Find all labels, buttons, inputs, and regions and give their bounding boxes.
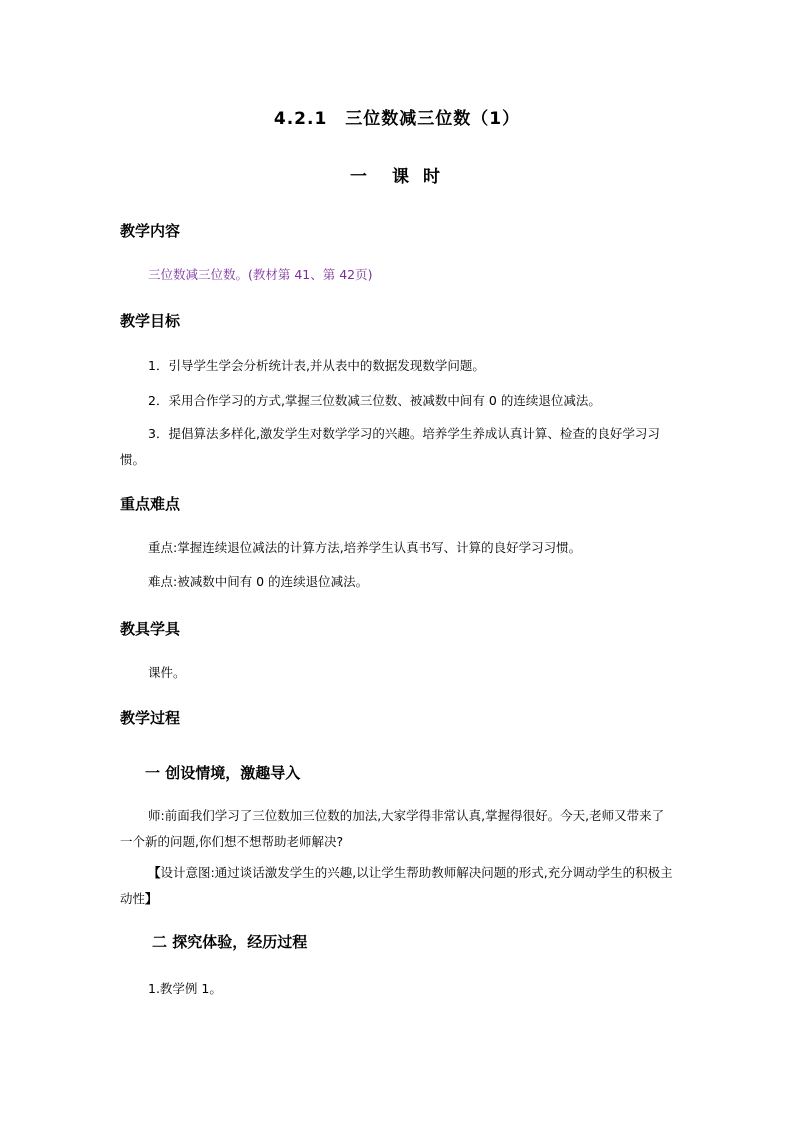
teaching-tools-text: 课件。	[148, 665, 186, 680]
process-part2-item-1: 1.教学例 1。	[148, 981, 222, 996]
goal-item-1: 1．引导学生学会分析统计表,并从表中的数据发现数学问题。	[148, 358, 485, 373]
design-intent-note	[120, 860, 675, 912]
teaching-content-text: 三位数减三位数。(教材第 41、第 42页)	[148, 267, 373, 282]
heading-key-points: 重点难点	[120, 495, 181, 513]
design-intent-text: 设计意图:通过谈话激发学生的兴趣,以让学生帮助教师解决问题的形式,充分调动学生的积极主动性	[120, 865, 673, 906]
difficult-point-text: 难点:被减数中间有 0 的连续退位减法。	[148, 574, 369, 589]
heading-teaching-process: 教学过程	[120, 709, 181, 727]
heading-teaching-goals: 教学目标	[120, 312, 181, 330]
heading-teaching-tools: 教具学具	[120, 620, 181, 638]
process-part1-heading: 一 创设情境，激趣导入	[145, 764, 301, 782]
goal-item-2: 2．采用合作学习的方式,掌握三位数减三位数、被减数中间有 0 的连续退位减法。	[148, 393, 601, 408]
bracket-open: 【	[148, 865, 161, 880]
bracket-close: 】	[145, 891, 158, 906]
heading-teaching-content: 教学内容	[120, 222, 181, 240]
goal-item-3: 3．提倡算法多样化,激发学生对数学学习的兴趣。培养学生养成认真计算、检查的良好学习习惯。	[120, 426, 660, 467]
document-title: 4.2.1 三位数减三位数（1）	[273, 109, 521, 129]
process-part1-text: 师:前面我们学习了三位数加三位数的加法,大家学得非常认真,掌握得很好。今天,老师又带来了一个新的问题,你们想不想帮助老师解决?	[120, 808, 665, 849]
process-part2-heading: 二 探究体验，经历过程	[152, 933, 308, 951]
key-point-text: 重点:掌握连续退位减法的计算方法,培养学生认真书写、计算的良好学习习惯。	[148, 540, 582, 555]
lesson-period: 一 课 时	[350, 167, 444, 187]
